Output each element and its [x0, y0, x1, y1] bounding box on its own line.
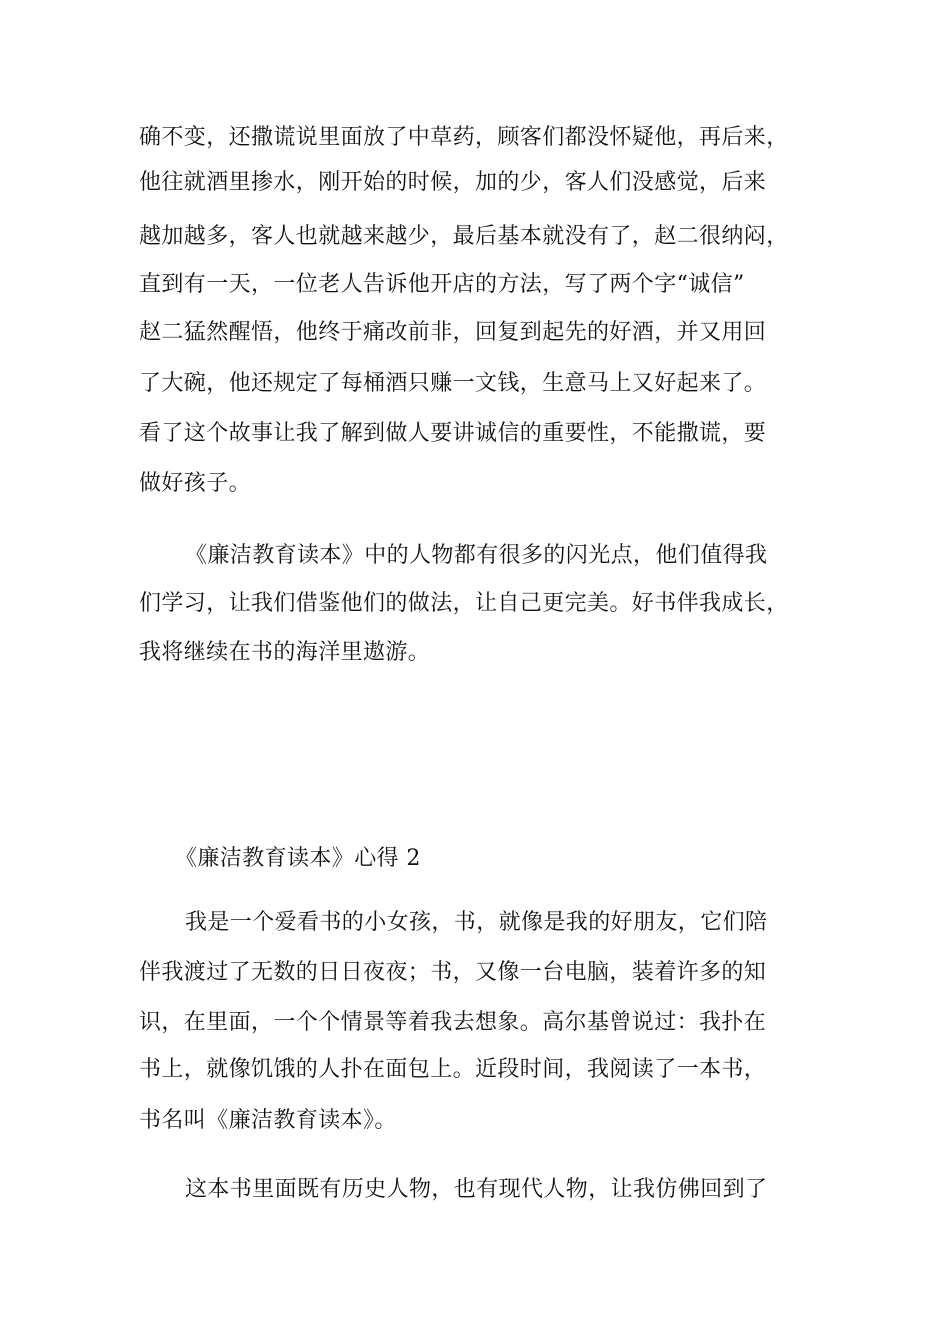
section-title: 《廉洁教育读本》心得 2 — [175, 846, 421, 871]
text-line: 了大碗，他还规定了每桶酒只赚一文钱，生意马上又好起来了。 — [139, 371, 767, 396]
text-line: 直到有一天，一位老人告诉他开店的方法，写了两个字“诚信” — [139, 272, 745, 297]
text-line: 书上，就像饥饿的人扑在面包上。近段时间，我阅读了一本书， — [139, 1057, 767, 1082]
text-line: 确不变，还撒谎说里面放了中草药，顾客们都没怀疑他，再后来， — [139, 125, 789, 150]
text-line: 伴我渡过了无数的日日夜夜；书，又像一台电脑，装着许多的知 — [139, 960, 767, 985]
text-line: 我是一个爱看书的小女孩，书，就像是我的好朋友，它们陪 — [185, 910, 768, 935]
text-line: 做好孩子。 — [139, 471, 252, 496]
text-line: 越加越多，客人也就越来越少，最后基本就没有了，赵二很纳闷， — [139, 224, 789, 249]
text-line: 这本书里面既有历史人物，也有现代人物，让我仿佛回到了 — [185, 1177, 768, 1202]
text-line: 赵二猛然醒悟，他终于痛改前非，回复到起先的好酒，并又用回 — [139, 320, 767, 345]
text-line: 我将继续在书的海洋里遨游。 — [139, 640, 431, 665]
text-line: 识，在里面，一个个情景等着我去想象。高尔基曾说过：我扑在 — [139, 1010, 767, 1035]
text-line: 他往就酒里掺水，刚开始的时候，加的少，客人们没感觉，后来 — [139, 170, 767, 195]
text-line: 书名叫《廉洁教育读本》。 — [139, 1108, 397, 1133]
text-line: 《廉洁教育读本》中的人物都有很多的闪光点，他们值得我 — [185, 543, 768, 568]
text-line: 们学习，让我们借鉴他们的做法，让自己更完美。好书伴我成长， — [139, 591, 789, 616]
text-line: 看了这个故事让我了解到做人要讲诚信的重要性，不能撒谎，要 — [139, 421, 767, 446]
